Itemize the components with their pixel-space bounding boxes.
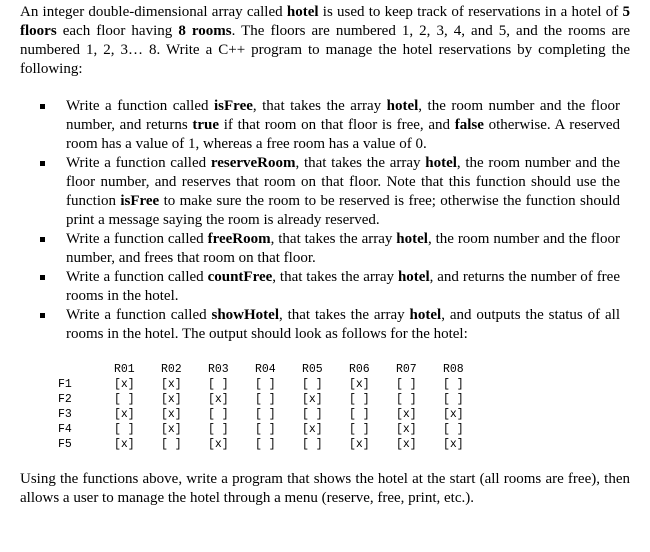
- bullet-square-icon: [40, 313, 45, 318]
- room-status-cell: [x]: [443, 438, 464, 451]
- room-status-cell: [x]: [349, 378, 370, 391]
- column-header: R04: [255, 363, 276, 376]
- bullet-square-icon: [40, 237, 45, 242]
- room-status-cell: [x]: [396, 423, 417, 436]
- intro-text-1: An integer double-dimensional array called: [20, 4, 287, 20]
- hotel-output-grid: [58, 362, 490, 452]
- row-header: F3: [58, 408, 72, 421]
- column-header: R03: [208, 363, 229, 376]
- room-status-cell: [x]: [396, 408, 417, 421]
- room-status-cell: [ ]: [302, 378, 323, 391]
- intro-text-4: . The floors are numbered 1, 2, 3, 4, and 5, and the rooms are numbered 1, 2, 3… 8. Write a C++ program to manage the hotel reservations by completing the following:: [20, 23, 630, 77]
- room-status-cell: [x]: [208, 438, 229, 451]
- row-header: F1: [58, 378, 72, 391]
- room-status-cell: [x]: [302, 423, 323, 436]
- room-status-cell: [x]: [208, 393, 229, 406]
- column-header: R01: [114, 363, 135, 376]
- room-status-cell: [x]: [114, 378, 135, 391]
- requirements-list: [40, 97, 620, 344]
- room-status-cell: [x]: [161, 378, 182, 391]
- room-status-cell: [x]: [349, 438, 370, 451]
- table-row: [58, 377, 490, 392]
- grid-corner: [58, 362, 114, 377]
- table-row: [58, 422, 490, 437]
- bullet-square-icon: [40, 104, 45, 109]
- bullet-square-icon: [40, 161, 45, 166]
- intro-bold-rooms: 8 rooms: [178, 23, 232, 39]
- room-status-cell: [x]: [161, 423, 182, 436]
- room-status-cell: [ ]: [443, 423, 464, 436]
- row-header: F2: [58, 393, 72, 406]
- list-item-freeroom: Write a function called freeRoom, that takes the array hotel, the room number and the floor number, and frees that room on that floor.: [40, 230, 620, 268]
- room-status-cell: [ ]: [396, 393, 417, 406]
- list-item-isfree: Write a function called isFree, that takes the array hotel, the room number and the floor number, and returns true if that room on that floor is free, and false otherwise. A reserved room has a value of 1, whereas a free room has a value of 0.: [40, 97, 620, 154]
- column-header: R05: [302, 363, 323, 376]
- list-item-reserveroom: Write a function called reserveRoom, that takes the array hotel, the room number and the floor number, and reserves that room on that floor. Note that this function should use the function isFree to make sure the room to be reserved is free; otherwise the function should print a message saying the room is already reserved.: [40, 154, 620, 230]
- column-header: R06: [349, 363, 370, 376]
- room-status-cell: [ ]: [302, 438, 323, 451]
- grid-body: [58, 377, 490, 452]
- room-status-cell: [x]: [161, 408, 182, 421]
- room-status-cell: [ ]: [349, 408, 370, 421]
- column-header: R07: [396, 363, 417, 376]
- room-status-cell: [ ]: [255, 393, 276, 406]
- room-status-cell: [ ]: [161, 438, 182, 451]
- table-row: [58, 392, 490, 407]
- closing-paragraph: Using the functions above, write a program that shows the hotel at the start (all rooms are free), then allows a user to manage the hotel through a menu (reserve, free, print, etc.).: [20, 471, 630, 506]
- room-status-cell: [x]: [302, 393, 323, 406]
- function-name: showHotel: [211, 307, 279, 323]
- grid-header-row: [58, 362, 490, 377]
- function-name: reserveRoom: [210, 155, 296, 171]
- room-status-cell: [ ]: [443, 378, 464, 391]
- room-status-cell: [ ]: [349, 423, 370, 436]
- room-status-cell: [ ]: [255, 438, 276, 451]
- intro-text-2: is used to keep track of reservations in a hotel of: [318, 4, 623, 20]
- room-status-cell: [ ]: [114, 393, 135, 406]
- room-status-cell: [ ]: [114, 423, 135, 436]
- room-status-cell: [ ]: [349, 393, 370, 406]
- bullet-square-icon: [40, 275, 45, 280]
- function-name: countFree: [207, 269, 273, 285]
- function-name: isFree: [214, 98, 253, 114]
- list-item-countfree: Write a function called countFree, that takes the array hotel, and returns the number of free rooms in the hotel.: [40, 268, 620, 306]
- room-status-cell: [ ]: [302, 408, 323, 421]
- room-status-cell: [x]: [443, 408, 464, 421]
- column-header: R02: [161, 363, 182, 376]
- room-status-cell: [ ]: [443, 393, 464, 406]
- list-item-showhotel: Write a function called showHotel, that takes the array hotel, and outputs the status of all rooms in the hotel. The output should look as follows for the hotel:: [40, 306, 620, 344]
- intro-text-3: each floor having: [56, 23, 179, 39]
- table-row: [58, 437, 490, 452]
- room-status-cell: [x]: [114, 408, 135, 421]
- room-status-cell: [ ]: [208, 378, 229, 391]
- row-header: F5: [58, 438, 72, 451]
- room-status-cell: [x]: [396, 438, 417, 451]
- room-status-cell: [ ]: [255, 423, 276, 436]
- room-status-cell: [ ]: [396, 378, 417, 391]
- function-name: freeRoom: [207, 231, 271, 247]
- table-row: [58, 407, 490, 422]
- room-status-cell: [x]: [114, 438, 135, 451]
- room-status-cell: [ ]: [255, 378, 276, 391]
- intro-bold-hotel: hotel: [286, 4, 319, 20]
- room-status-cell: [ ]: [208, 408, 229, 421]
- room-status-cell: [ ]: [208, 423, 229, 436]
- room-status-cell: [ ]: [255, 408, 276, 421]
- row-header: F4: [58, 423, 72, 436]
- room-status-cell: [x]: [161, 393, 182, 406]
- intro-paragraph: [20, 3, 630, 79]
- intro-bold-floors: 5 floors: [20, 4, 630, 39]
- column-header: R08: [443, 363, 464, 376]
